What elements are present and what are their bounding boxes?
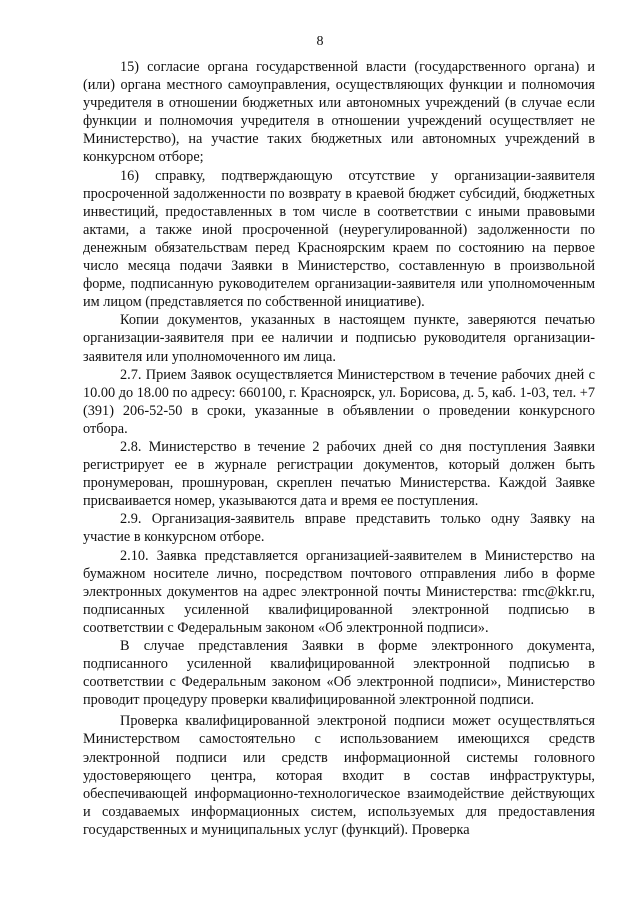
paragraph-2-10: 2.10. Заявка представляется организацией-заявителем в Министерство на бумажном носителе лично, посредством почтового отправления либо в форме электронных документов на адрес электронной почты Министерства: rmc@kkr.ru, подписанных усиленной квалифицированной электронной подписью в соответствии с Федеральным законом «Об электронной подписи». <box>83 547 595 636</box>
paragraph-electronic-document: В случае представления Заявки в форме электронного документа, подписанного усиленной квалифицированной электронной подписью в соответствии с Федеральным законом «Об электронной подписи», Министерство проводит процедуру проверки квалифицированной электронной подписи. <box>83 638 595 709</box>
paragraph-item-15: 15) согласие органа государственной власти (государственного органа) и (или) органа местного самоуправления, осуществляющих функции и полномочия учредителя в отношении бюджетных или автономных учреждений (в случае если функции и полномочия учредителя в отношении учреждений осуществляет не Министерство), на участие таких бюджетных или автономных учреждений в конкурсном отборе; <box>83 59 595 166</box>
paragraph-item-16: 16) справку, подтверждающую отсутствие у организации-заявителя просроченной задолженности по возврату в краевой бюджет субсидий, бюджетных инвестиций, предоставленных в том числе в соответствии с иными правовыми актами, а также иной просроченной (неурегулированной) задолженности по денежным обязательствам перед Красноярским краем по состоянию на первое число месяца подачи Заявки в Министерство, составленную в произвольной форме, подписанную руководителем организации-заявителя или уполномоченным им лицом (представляется по собственной инициативе). <box>83 167 595 311</box>
paragraph-2-7: 2.7. Прием Заявок осуществляется Министерством в течение рабочих дней с 10.00 до 18.00 по адресу: 660100, г. Красноярск, ул. Борисова, д. 5, каб. 1-03, тел. +7 (391) 206-52-50 в сроки, указанные в объявлении о проведении конкурсного отбора. <box>83 366 595 437</box>
paragraph-signature-verification: Проверка квалифицированной электроной подписи может осуществляться Министерством самостоятельно с использованием имеющихся средств электронной подписи или средств информационной системы головного удостоверяющего центра, которая входит в состав инфраструктуры, обеспечивающей информационно-технологическое взаимодействие действующих и создаваемых информационных систем, используемых для предоставления государственных и муниципальных услуг (функций). Проверка <box>83 713 595 838</box>
paragraph-2-8: 2.8. Министерство в течение 2 рабочих дней со дня поступления Заявки регистрирует ее в журнале регистрации документов, который должен быть пронумерован, прошнурован, скреплен печатью Министерства. Каждой Заявке присваивается номер, указываются дата и время ее поступления. <box>83 438 595 510</box>
document-body <box>83 58 595 839</box>
paragraph-copies-certification: Копии документов, указанных в настоящем пункте, заверяются печатью организации-заявителя при ее наличии и подписью руководителя организации-заявителя или уполномоченного им лица. <box>83 312 595 365</box>
paragraph-2-9: 2.9. Организация-заявитель вправе представить только одну Заявку на участие в конкурсном отборе. <box>83 511 595 546</box>
page-number: 8 <box>316 34 324 49</box>
